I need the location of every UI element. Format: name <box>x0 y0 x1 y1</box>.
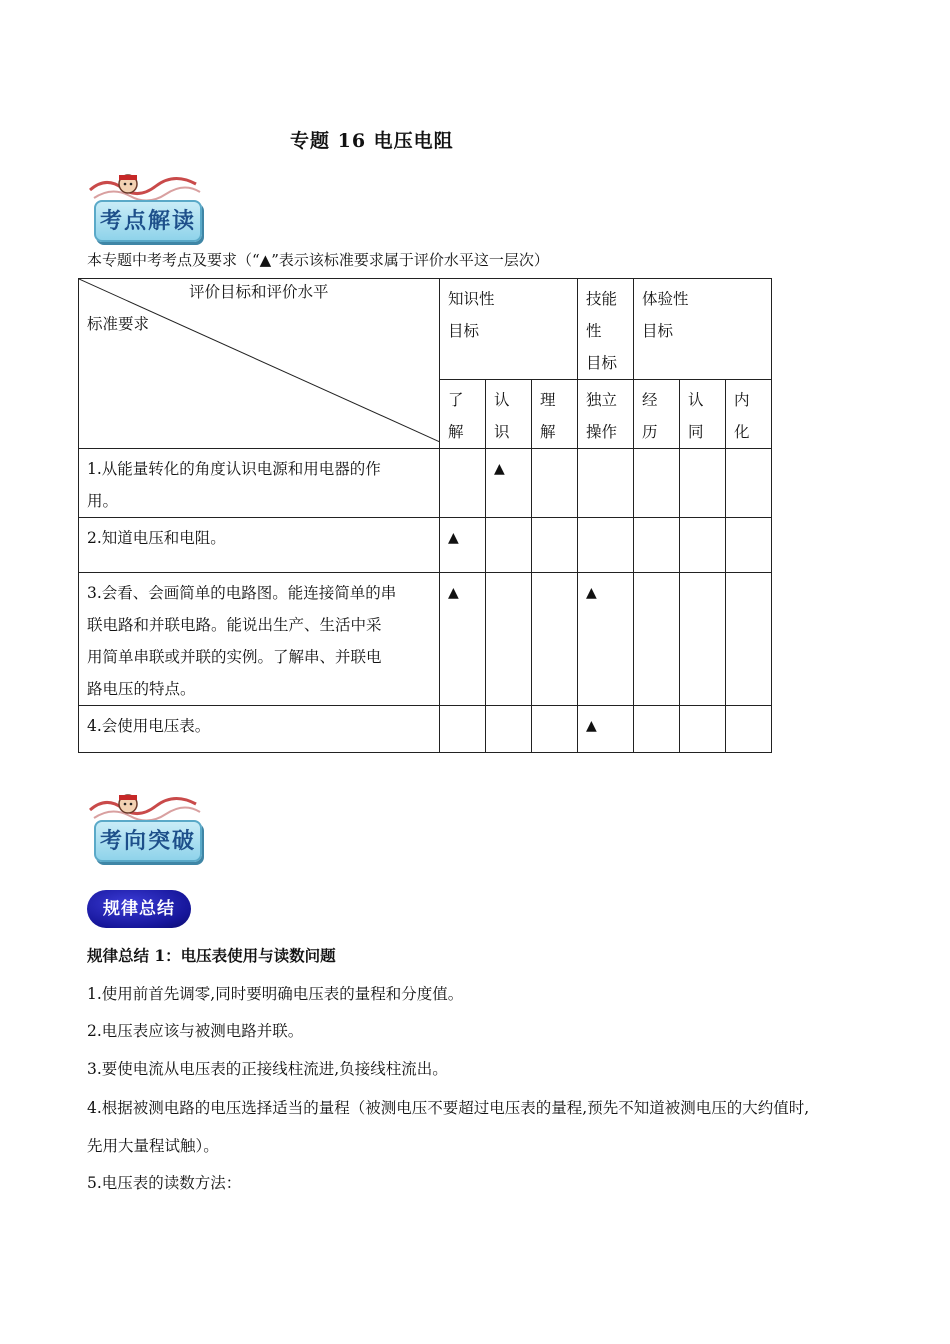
mark-cell <box>532 706 578 753</box>
mark-cell <box>726 518 772 573</box>
corner-header-cell <box>79 279 440 449</box>
mark-cell: ▲ <box>578 706 634 753</box>
mark-cell: ▲ <box>440 573 486 706</box>
mark-cell <box>532 449 578 518</box>
standards-table <box>78 278 772 753</box>
page-title: 专题 16 电压电阻 <box>290 130 454 152</box>
diagonal-divider <box>79 279 440 442</box>
requirement-cell: 1.从能量转化的角度认识电源和用电器的作 用。 <box>79 449 440 518</box>
level-header: 内 化 <box>726 380 772 449</box>
table-row <box>79 449 772 518</box>
requirement-cell: 2.知道电压和电阻。 <box>79 518 440 573</box>
mark-cell <box>680 706 726 753</box>
mark-cell <box>578 518 634 573</box>
mark-cell <box>486 706 532 753</box>
mark-cell <box>440 449 486 518</box>
summary-badge: 规律总结 <box>87 890 191 928</box>
requirement-cell: 4.会使用电压表。 <box>79 706 440 753</box>
mark-cell <box>634 573 680 706</box>
mark-cell <box>680 449 726 518</box>
list-item: 5.电压表的读数方法： <box>87 1174 242 1192</box>
banner-label: 考向突破 <box>94 820 202 862</box>
mark-cell <box>486 573 532 706</box>
intro-text: 本专题中考考点及要求（“▲”表示该标准要求属于评价水平这一层次） <box>87 251 549 269</box>
mark-cell <box>532 518 578 573</box>
list-item: 4.根据被测电路的电压选择适当的量程（被测电压不要超过电压表的量程,预先不知道被测电压的大约值时, <box>87 1099 810 1117</box>
mark-cell <box>634 449 680 518</box>
mark-cell <box>634 518 680 573</box>
mark-cell <box>680 573 726 706</box>
mark-cell: ▲ <box>578 573 634 706</box>
requirement-cell: 3.会看、会画简单的电路图。能连接简单的串 联电路和并联电路。能说出生产、生活中采 用简单串联或并联的实例。了解串、并联电 路电压的特点。 <box>79 573 440 706</box>
level-header: 经 历 <box>634 380 680 449</box>
mark-cell <box>486 518 532 573</box>
mark-cell <box>532 573 578 706</box>
section-heading: 规律总结 1：电压表使用与读数问题 <box>87 946 336 965</box>
table-row <box>79 518 772 573</box>
table-row <box>79 573 772 706</box>
section-banner-kaodian <box>86 170 206 248</box>
level-header: 独立 操作 <box>578 380 634 449</box>
group-header-skill: 技能 性 目标 <box>578 279 634 380</box>
mark-cell: ▲ <box>486 449 532 518</box>
list-item: 2.电压表应该与被测电路并联。 <box>87 1022 304 1040</box>
mark-cell <box>726 449 772 518</box>
corner-bottom-label: 标准要求 <box>87 315 150 333</box>
group-header-experience: 体验性 目标 <box>634 279 772 380</box>
list-item: 3.要使电流从电压表的正接线柱流进,负接线柱流出。 <box>87 1060 448 1078</box>
mark-cell <box>440 706 486 753</box>
table-row <box>79 706 772 753</box>
level-header: 理 解 <box>532 380 578 449</box>
mark-cell <box>634 706 680 753</box>
level-header: 认 同 <box>680 380 726 449</box>
mark-cell <box>726 573 772 706</box>
list-item: 1.使用前首先调零,同时要明确电压表的量程和分度值。 <box>87 985 464 1003</box>
section-banner-kaoxiang <box>86 790 206 868</box>
mark-cell <box>726 706 772 753</box>
banner-label: 考点解读 <box>94 200 202 242</box>
corner-top-label: 评价目标和评价水平 <box>189 283 329 301</box>
list-item: 先用大量程试触）。 <box>87 1137 219 1155</box>
level-header: 认 识 <box>486 380 532 449</box>
mark-cell <box>578 449 634 518</box>
mark-cell: ▲ <box>440 518 486 573</box>
level-header: 了 解 <box>440 380 486 449</box>
group-header-knowledge: 知识性 目标 <box>440 279 578 380</box>
mark-cell <box>680 518 726 573</box>
